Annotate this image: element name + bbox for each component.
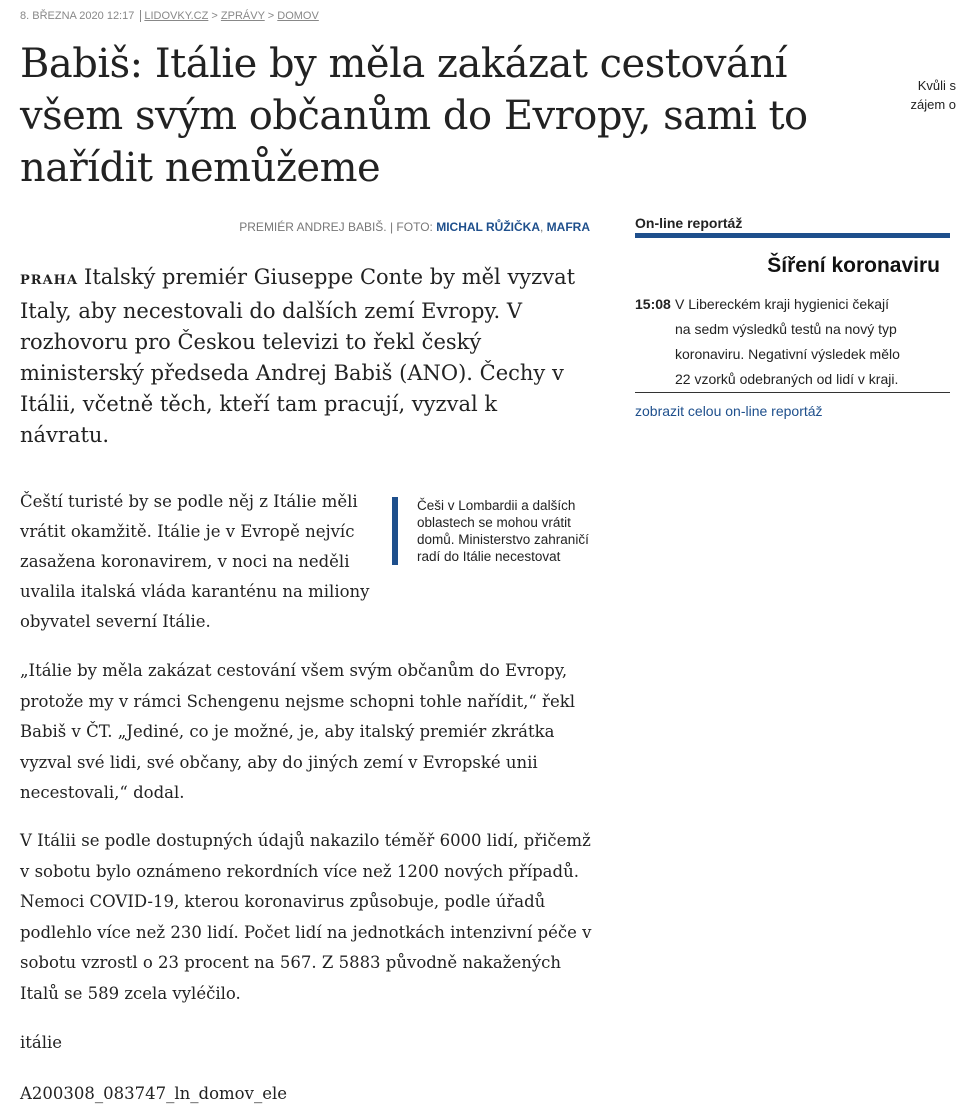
breadcrumb-separator: > bbox=[208, 10, 221, 22]
breadcrumb-separator: > bbox=[264, 10, 278, 22]
live-report-title[interactable]: Šíření koronaviru bbox=[767, 254, 940, 277]
photographer-link[interactable]: MICHAL RŮŽIČKA bbox=[436, 220, 540, 234]
live-entry-text: V Libereckém kraji hygienici čekají na sedm výsledků testů na nový typ koronaviru. Negativní výsledek mělo 22 vzorků odebraných od lidí v kraji. bbox=[675, 296, 900, 387]
live-entry-time: 15:08 bbox=[635, 296, 671, 312]
credit-separator: , bbox=[540, 220, 547, 234]
article-meta bbox=[20, 10, 319, 22]
live-report-more-link[interactable]: zobrazit celou on-line reportáž bbox=[635, 403, 823, 419]
live-report-label: On-line reportáž bbox=[635, 215, 743, 231]
related-article-link[interactable]: Češi v Lombardii a dalších oblastech se mohou vrátit domů. Ministerstvo zahraničí radí do Itálie necestovat bbox=[392, 497, 607, 565]
agency-link[interactable]: MAFRA bbox=[546, 220, 590, 234]
article-tag: itálie bbox=[20, 1033, 63, 1052]
perex-text: Italský premiér Giuseppe Conte by měl vyzvat Italy, aby necestovali do dalších zemí Evropy. V rozhovoru pro Českou televizi to řekl český ministerský předseda Andrej Babiš (ANO). Čechy v Itálii, včetně těch, kteří tam pracují, vyzval k návratu. bbox=[20, 265, 576, 447]
article-headline: Babiš: Itálie by měla zakázat cestování všem svým občanům do Evropy, sami to nařídit nemůžeme bbox=[20, 41, 808, 191]
cropped-side-text-line: zájem o bbox=[910, 97, 956, 112]
article-perex bbox=[20, 262, 590, 451]
breadcrumb-section-domov[interactable]: DOMOV bbox=[277, 10, 319, 22]
live-report-divider bbox=[635, 233, 950, 238]
publish-date: 8. BŘEZNA 2020 12:17 bbox=[20, 10, 135, 22]
live-report-entry[interactable] bbox=[635, 292, 950, 392]
cropped-side-text bbox=[896, 76, 956, 114]
live-report-widget bbox=[635, 213, 950, 421]
live-report-bottom-divider bbox=[635, 392, 950, 393]
article-paragraph: V Itálii se podle dostupných údajů nakazilo téměř 6000 lidí, přičemž v sobotu bylo oznámeno rekordních více než 1200 nových případů. Nemoci COVID-19, kterou koronavirus způsobuje, podle úřadů podlehlo více než 230 lidí. Počet lidí na jednotkách intenzivní péče v sobotu vzrostl o 23 procent na 567. Z 5883 původně nakažených Italů se 589 zcela vyléčilo. bbox=[20, 831, 592, 1003]
dateline-place: PRAHA bbox=[20, 273, 79, 288]
breadcrumb-section-zpravy[interactable]: ZPRÁVY bbox=[220, 10, 265, 22]
cropped-side-text-line: Kvůli s bbox=[917, 78, 956, 93]
article-paragraph: Čeští turisté by se podle něj z Itálie měli vrátit okamžitě. Itálie je v Evropě nejvíc zasažena koronavirem, v noci na neděli uvalila italská vláda karanténu na miliony obyvatel severní Itálie. bbox=[20, 492, 370, 631]
breadcrumb-site-link[interactable]: LIDOVKY.CZ bbox=[144, 10, 209, 22]
article-paragraph: „Itálie by měla zakázat cestování všem svým občanům do Evropy, protože my v rámci Schengenu nejsme schopni tohle nařídit,“ řekl Babiš v ČT. „Jediné, co je možné, je, aby italský premiér zkrátka vyzval své lidi, své občany, aby do jiných zemí v Evropské unii necestovali,“ dodal. bbox=[20, 661, 575, 802]
photo-caption: PREMIÉR ANDREJ BABIŠ. | FOTO: bbox=[239, 220, 433, 234]
photo-credit bbox=[239, 220, 590, 234]
article-code: A200308_083747_ln_domov_ele bbox=[20, 1084, 287, 1103]
